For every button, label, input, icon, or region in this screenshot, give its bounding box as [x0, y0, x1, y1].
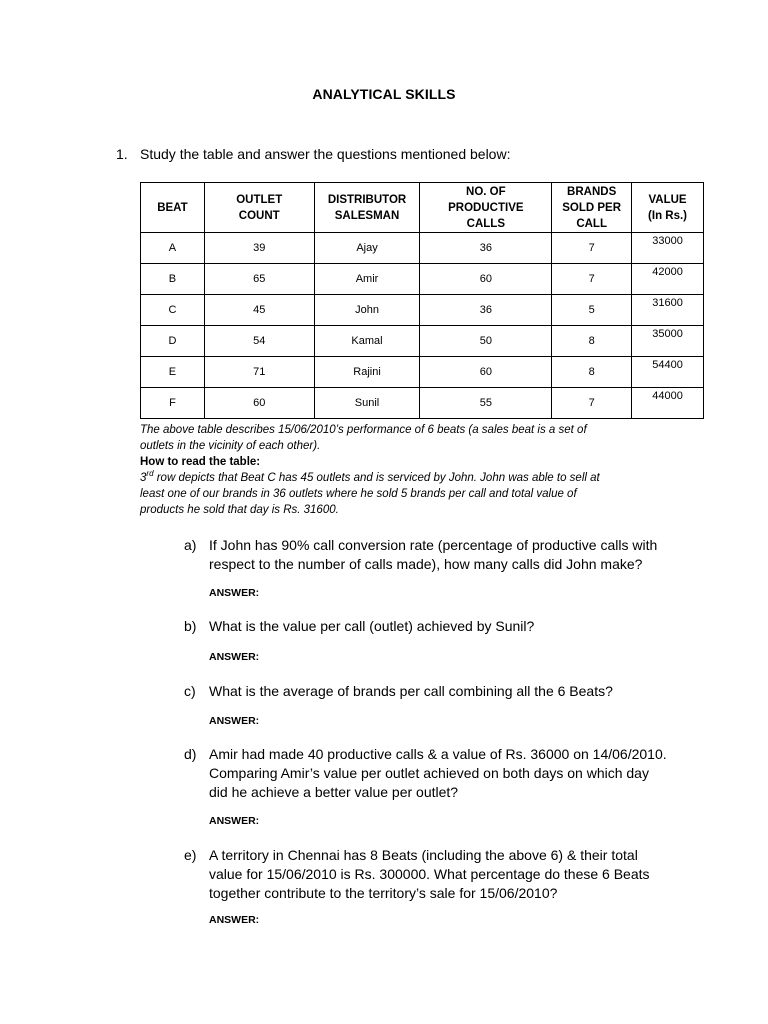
subquestion-letter: e) [184, 847, 197, 863]
cell-outlets: 54 [204, 326, 314, 357]
subquestion-text: A territory in Chennai has 8 Beats (including the above 6) & their total [209, 847, 638, 863]
cell-brands: 5 [552, 295, 632, 326]
answer-label-b: ANSWER: [209, 651, 260, 663]
subquestion-a [184, 536, 684, 574]
subquestion-text: What is the value per call (outlet) achieved by Sunil? [209, 618, 535, 634]
table-header-row [141, 183, 704, 233]
answer-label-d: ANSWER: [209, 815, 260, 827]
cell-salesman: Sunil [314, 388, 420, 419]
table-row [141, 233, 704, 264]
subquestion-letter: d) [184, 746, 197, 762]
cell-brands: 8 [552, 326, 632, 357]
page-title: ANALYTICAL SKILLS [312, 86, 456, 102]
note-how-to-read-heading: How to read the table: [140, 456, 261, 468]
cell-beat: A [141, 233, 205, 264]
cell-value: 35000 [632, 326, 704, 357]
cell-salesman: John [314, 295, 420, 326]
cell-beat: D [141, 326, 205, 357]
subquestion-text: If John has 90% call conversion rate (percentage of productive calls with [209, 537, 658, 553]
question-1-number: 1. [116, 146, 128, 162]
question-1-text: Study the table and answer the questions mentioned below: [140, 146, 511, 162]
cell-calls: 36 [420, 233, 552, 264]
subquestion-text: did he achieve a better value per outlet? [209, 784, 459, 800]
cell-beat: C [141, 295, 205, 326]
subquestion-text: Comparing Amir’s value per outlet achieved on both days on which day [209, 765, 649, 781]
cell-value: 54400 [632, 357, 704, 388]
table-row [141, 357, 704, 388]
cell-outlets: 65 [204, 264, 314, 295]
cell-calls: 55 [420, 388, 552, 419]
cell-salesman: Ajay [314, 233, 420, 264]
table-row [141, 388, 704, 419]
header-distributor-salesman: DISTRIBUTOR SALESMAN [314, 183, 420, 233]
subquestion-letter: c) [184, 683, 196, 699]
note-example-line: 3rd row depicts that Beat C has 45 outlets and is serviced by John. John was able to sell at [140, 469, 600, 484]
table-row [141, 326, 704, 357]
cell-brands: 7 [552, 233, 632, 264]
note-example-line: products he sold that day is Rs. 31600. [140, 504, 339, 516]
cell-beat: F [141, 388, 205, 419]
cell-value: 33000 [632, 233, 704, 264]
cell-value: 44000 [632, 388, 704, 419]
subquestion-b [184, 617, 684, 636]
cell-calls: 60 [420, 264, 552, 295]
subquestion-text: Amir had made 40 productive calls & a value of Rs. 36000 on 14/06/2010. [209, 746, 667, 762]
note-description-line: The above table describes 15/06/2010’s performance of 6 beats (a sales beat is a set of [140, 424, 587, 436]
cell-calls: 50 [420, 326, 552, 357]
cell-calls: 36 [420, 295, 552, 326]
note-description-line: outlets in the vicinity of each other). [140, 440, 321, 452]
cell-value: 42000 [632, 264, 704, 295]
subquestion-text: What is the average of brands per call combining all the 6 Beats? [209, 683, 613, 699]
question-1 [116, 146, 510, 162]
cell-outlets: 45 [204, 295, 314, 326]
subquestion-e [184, 846, 684, 903]
table-row [141, 264, 704, 295]
cell-brands: 7 [552, 264, 632, 295]
cell-calls: 60 [420, 357, 552, 388]
cell-outlets: 39 [204, 233, 314, 264]
cell-salesman: Rajini [314, 357, 420, 388]
cell-outlets: 71 [204, 357, 314, 388]
cell-value: 31600 [632, 295, 704, 326]
subquestion-text: together contribute to the territory’s sale for 15/06/2010? [209, 885, 558, 901]
subquestion-letter: b) [184, 618, 197, 634]
header-productive-calls: NO. OF PRODUCTIVE CALLS [420, 183, 552, 233]
answer-label-e: ANSWER: [209, 914, 260, 926]
cell-salesman: Amir [314, 264, 420, 295]
subquestion-letter: a) [184, 537, 197, 553]
header-value: VALUE (In Rs.) [632, 183, 704, 233]
cell-outlets: 60 [204, 388, 314, 419]
cell-salesman: Kamal [314, 326, 420, 357]
answer-label-c: ANSWER: [209, 715, 260, 727]
header-brands-per-call: BRANDS SOLD PER CALL [552, 183, 632, 233]
answer-label-a: ANSWER: [209, 587, 260, 599]
subquestion-text: value for 15/06/2010 is Rs. 300000. What percentage do these 6 Beats [209, 866, 650, 882]
performance-table [140, 182, 704, 419]
cell-beat: E [141, 357, 205, 388]
table-row [141, 295, 704, 326]
cell-beat: B [141, 264, 205, 295]
cell-brands: 8 [552, 357, 632, 388]
cell-brands: 7 [552, 388, 632, 419]
table-note [140, 422, 680, 518]
note-example-line: least one of our brands in 36 outlets where he sold 5 brands per call and total value of [140, 488, 577, 500]
header-outlet-count: OUTLET COUNT [204, 183, 314, 233]
subquestion-text: respect to the number of calls made), how many calls did John make? [209, 556, 643, 572]
subquestion-d [184, 745, 684, 802]
header-beat: BEAT [141, 183, 205, 233]
subquestion-c [184, 682, 684, 701]
